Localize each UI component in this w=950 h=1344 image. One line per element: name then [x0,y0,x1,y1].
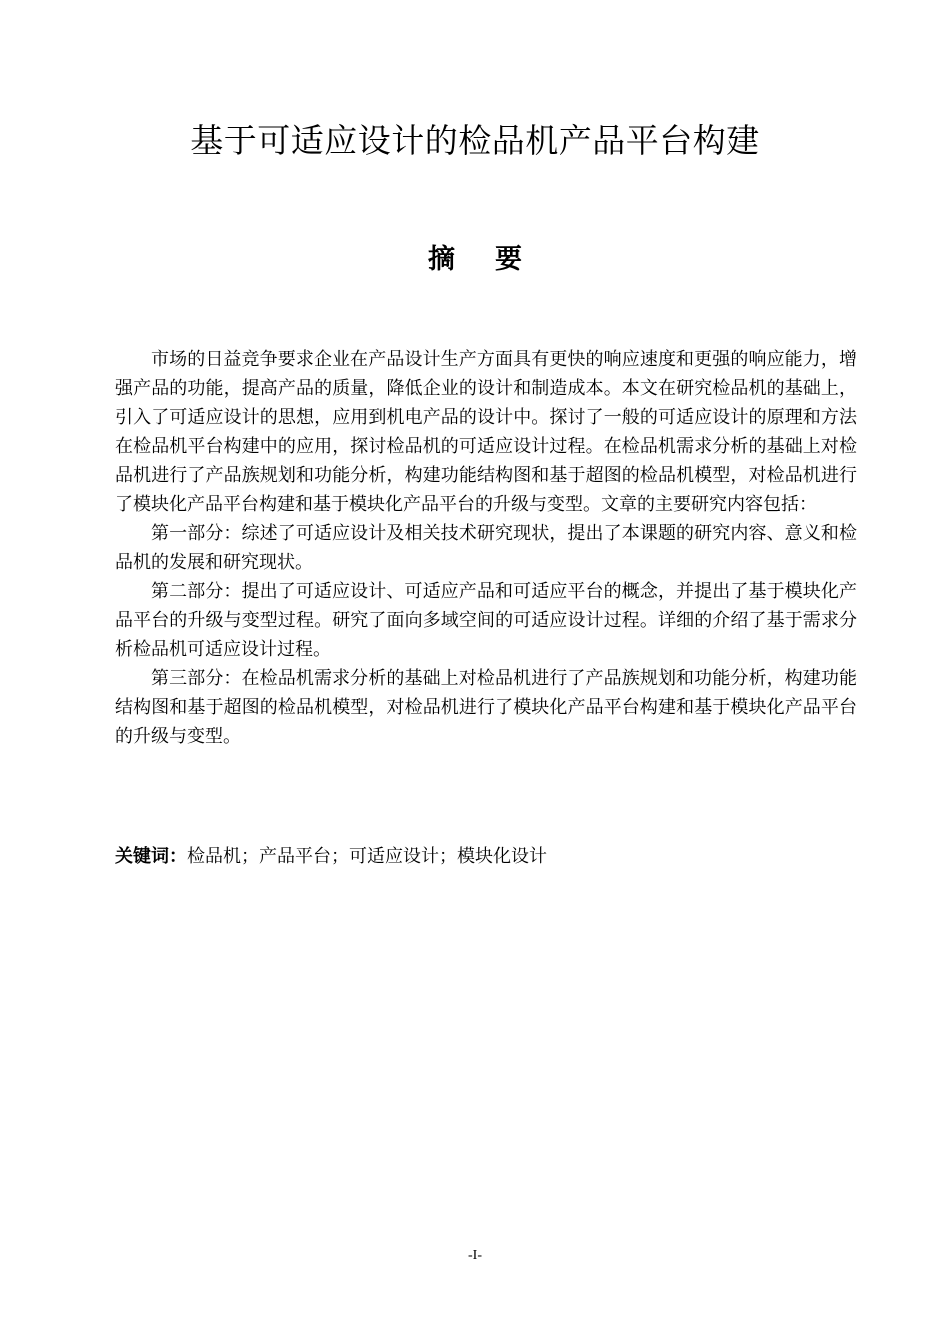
abstract-paragraph: 市场的日益竞争要求企业在产品设计生产方面具有更快的响应速度和更强的响应能力，增强产品的功能，提高产品的质量，降低企业的设计和制造成本。本文在研究检品机的基础上，引入了可适应设计的思想，应用到机电产品的设计中。探讨了一般的可适应设计的原理和方法在检品机平台构建中的应用，探讨检品机的可适应设计过程。在检品机需求分析的基础上对检品机进行了产品族规划和功能分析，构建功能结构图和基于超图的检品机模型，对检品机进行了模块化产品平台构建和基于模块化产品平台的升级与变型。文章的主要研究内容包括： [115,349,857,515]
abstract-heading: 摘要 [428,244,562,275]
abstract-paragraph-part-one: 第一部分：综述了可适应设计及相关技术研究现状，提出了本课题的研究内容、意义和检品机的发展和研究现状。 [115,523,857,573]
keywords-text: 检品机；产品平台；可适应设计；模块化设计 [187,846,547,867]
keywords-label: 关键词： [115,846,187,867]
abstract-paragraph-part-three: 第三部分：在检品机需求分析的基础上对检品机进行了产品族规划和功能分析，构建功能结构图和基于超图的检品机模型，对检品机进行了模块化产品平台构建和基于模块化产品平台的升级与变型。 [115,668,857,747]
abstract-paragraph-part-two: 第二部分：提出了可适应设计、可适应产品和可适应平台的概念，并提出了基于模块化产品平台的升级与变型过程。研究了面向多域空间的可适应设计过程。详细的介绍了基于需求分析检品机可适应设计过程。 [115,581,857,660]
page-title: 基于可适应设计的检品机产品平台构建 [190,121,760,160]
page-number: -I- [468,1248,482,1263]
keywords-line [115,842,857,871]
abstract-body [115,345,857,751]
